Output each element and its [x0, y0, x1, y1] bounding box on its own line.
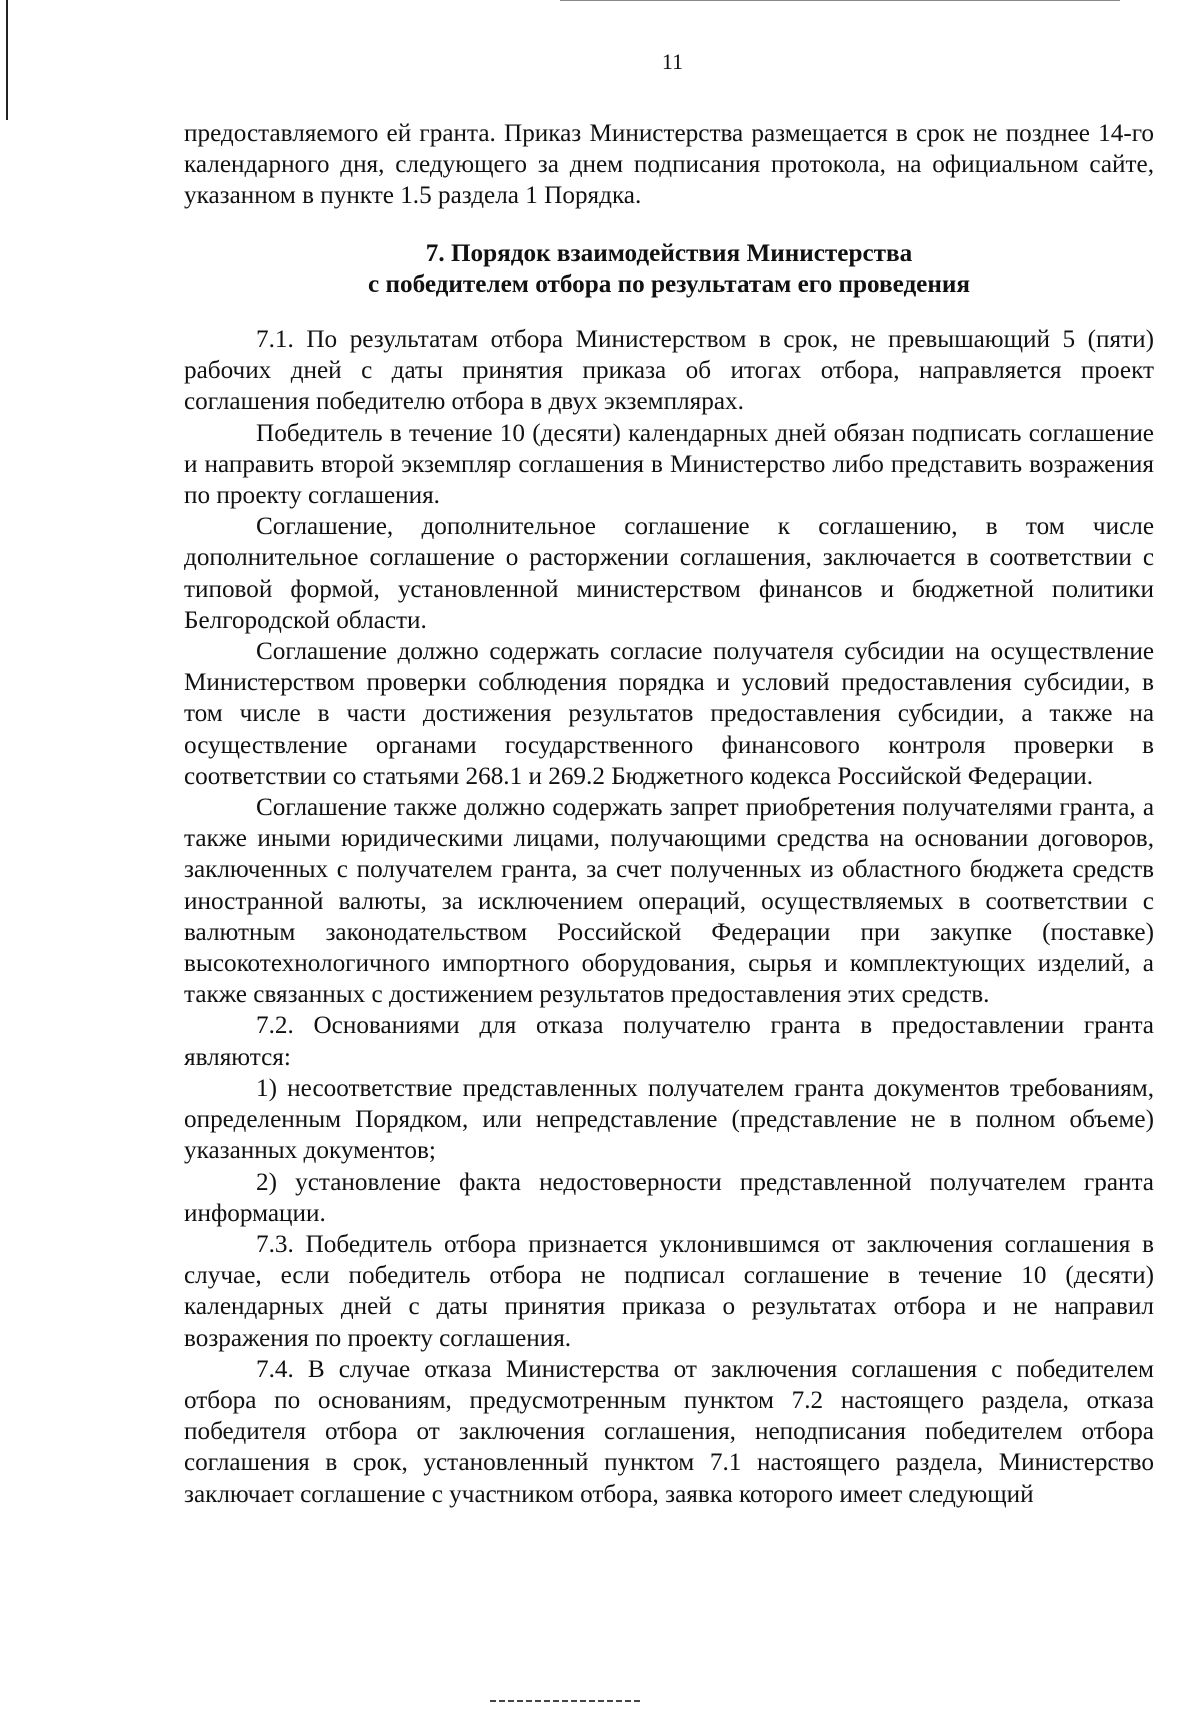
scan-top-line — [560, 0, 1120, 1]
paragraph-7-1: 7.1. По результатам отбора Министерством в срок, не превышающий 5 (пяти) рабочих дней с даты принятия приказа об итогах отбора, направляется проект соглашения победителю отбора в двух экземплярах. — [184, 326, 1154, 416]
intro-paragraph: предоставляемого ей гранта. Приказ Министерства размещается в срок не позднее 14-го календарного дня, следующего за днем подписания протокола, на официальном сайте, указанном в пункте 1.5 раздела 1 Порядка. — [184, 120, 1154, 210]
paragraph-winner-signing: Победитель в течение 10 (десяти) календарных дней обязан подписать соглашение и направить второй экземпляр соглашения в Министерство либо представить возражения по проекту соглашения. — [184, 419, 1154, 510]
paragraph-agreement-consent: Соглашение должно содержать согласие получателя субсидии на осуществление Министерством проверки соблюдения порядка и условий предоставления субсидии, в том числе в части достижения результатов предоставления субсидии, а также на осуществление органами государственного финансового контроля проверки в соответствии со статьями 268.1 и 269.2 Бюджетного кодекса Российской Федерации. — [184, 638, 1154, 790]
list-item-1: 1) несоответствие представленных получателем гранта документов требованиям, определенным Порядком, или непредставление (представление не в полном объеме) указанных документов; — [184, 1074, 1154, 1165]
section-heading — [184, 238, 1154, 300]
paragraph-7-3: 7.3. Победитель отбора признается уклонившимся от заключения соглашения в случае, если победитель отбора не подписал соглашение в течение 10 (десяти) календарных дней с даты принятия приказа о результатах отбора и не направил возражения по проекту соглашения. — [184, 1230, 1154, 1352]
scan-bottom-mark — [490, 1700, 640, 1702]
section-heading-line-1: 7. Порядок взаимодействия Министерства — [425, 239, 913, 267]
paragraph-agreement-form: Соглашение, дополнительное соглашение к соглашению, в том числе дополнительное соглашение о расторжении соглашения, заключается в соответствии с типовой формой, установленной министерством финансов и бюджетной политики Белгородской области. — [184, 513, 1154, 634]
list-item-2: 2) установление факта недостоверности представленной получателем гранта информации. — [184, 1168, 1154, 1227]
paragraph-currency-ban: Соглашение также должно содержать запрет приобретения получателями гранта, а также иными юридическими лицами, получающими средства на основании договоров, заключенных с получателем гранта, за счет полученных из областного бюджета средств иностранной валюты, за исключением операций, осуществляемых в соответствии с валютным законодательством Российской Федерации при закупке (поставке) высокотехнологичного импортного оборудования, сырья и комплектующих изделий, а также связанных с достижением результатов предоставления этих средств. — [184, 794, 1154, 1009]
paragraph-7-2: 7.2. Основаниями для отказа получателю гранта в предоставлении гранта являются: — [184, 1012, 1154, 1071]
paragraph-7-4: 7.4. В случае отказа Министерства от заключения соглашения с победителем отбора по основаниям, предусмотренным пунктом 7.2 настоящего раздела, отказа победителя отбора от заключения соглашения, неподписания победителем отбора соглашения в срок, установленный пунктом 7.1 настоящего раздела, Министерство заключает соглашение с участником отбора, заявка которого имеет следующий — [184, 1355, 1154, 1508]
section-heading-line-2: с победителем отбора по результатам его проведения — [367, 270, 971, 298]
document-body — [184, 118, 1154, 1510]
page-number: 11 — [661, 49, 684, 74]
